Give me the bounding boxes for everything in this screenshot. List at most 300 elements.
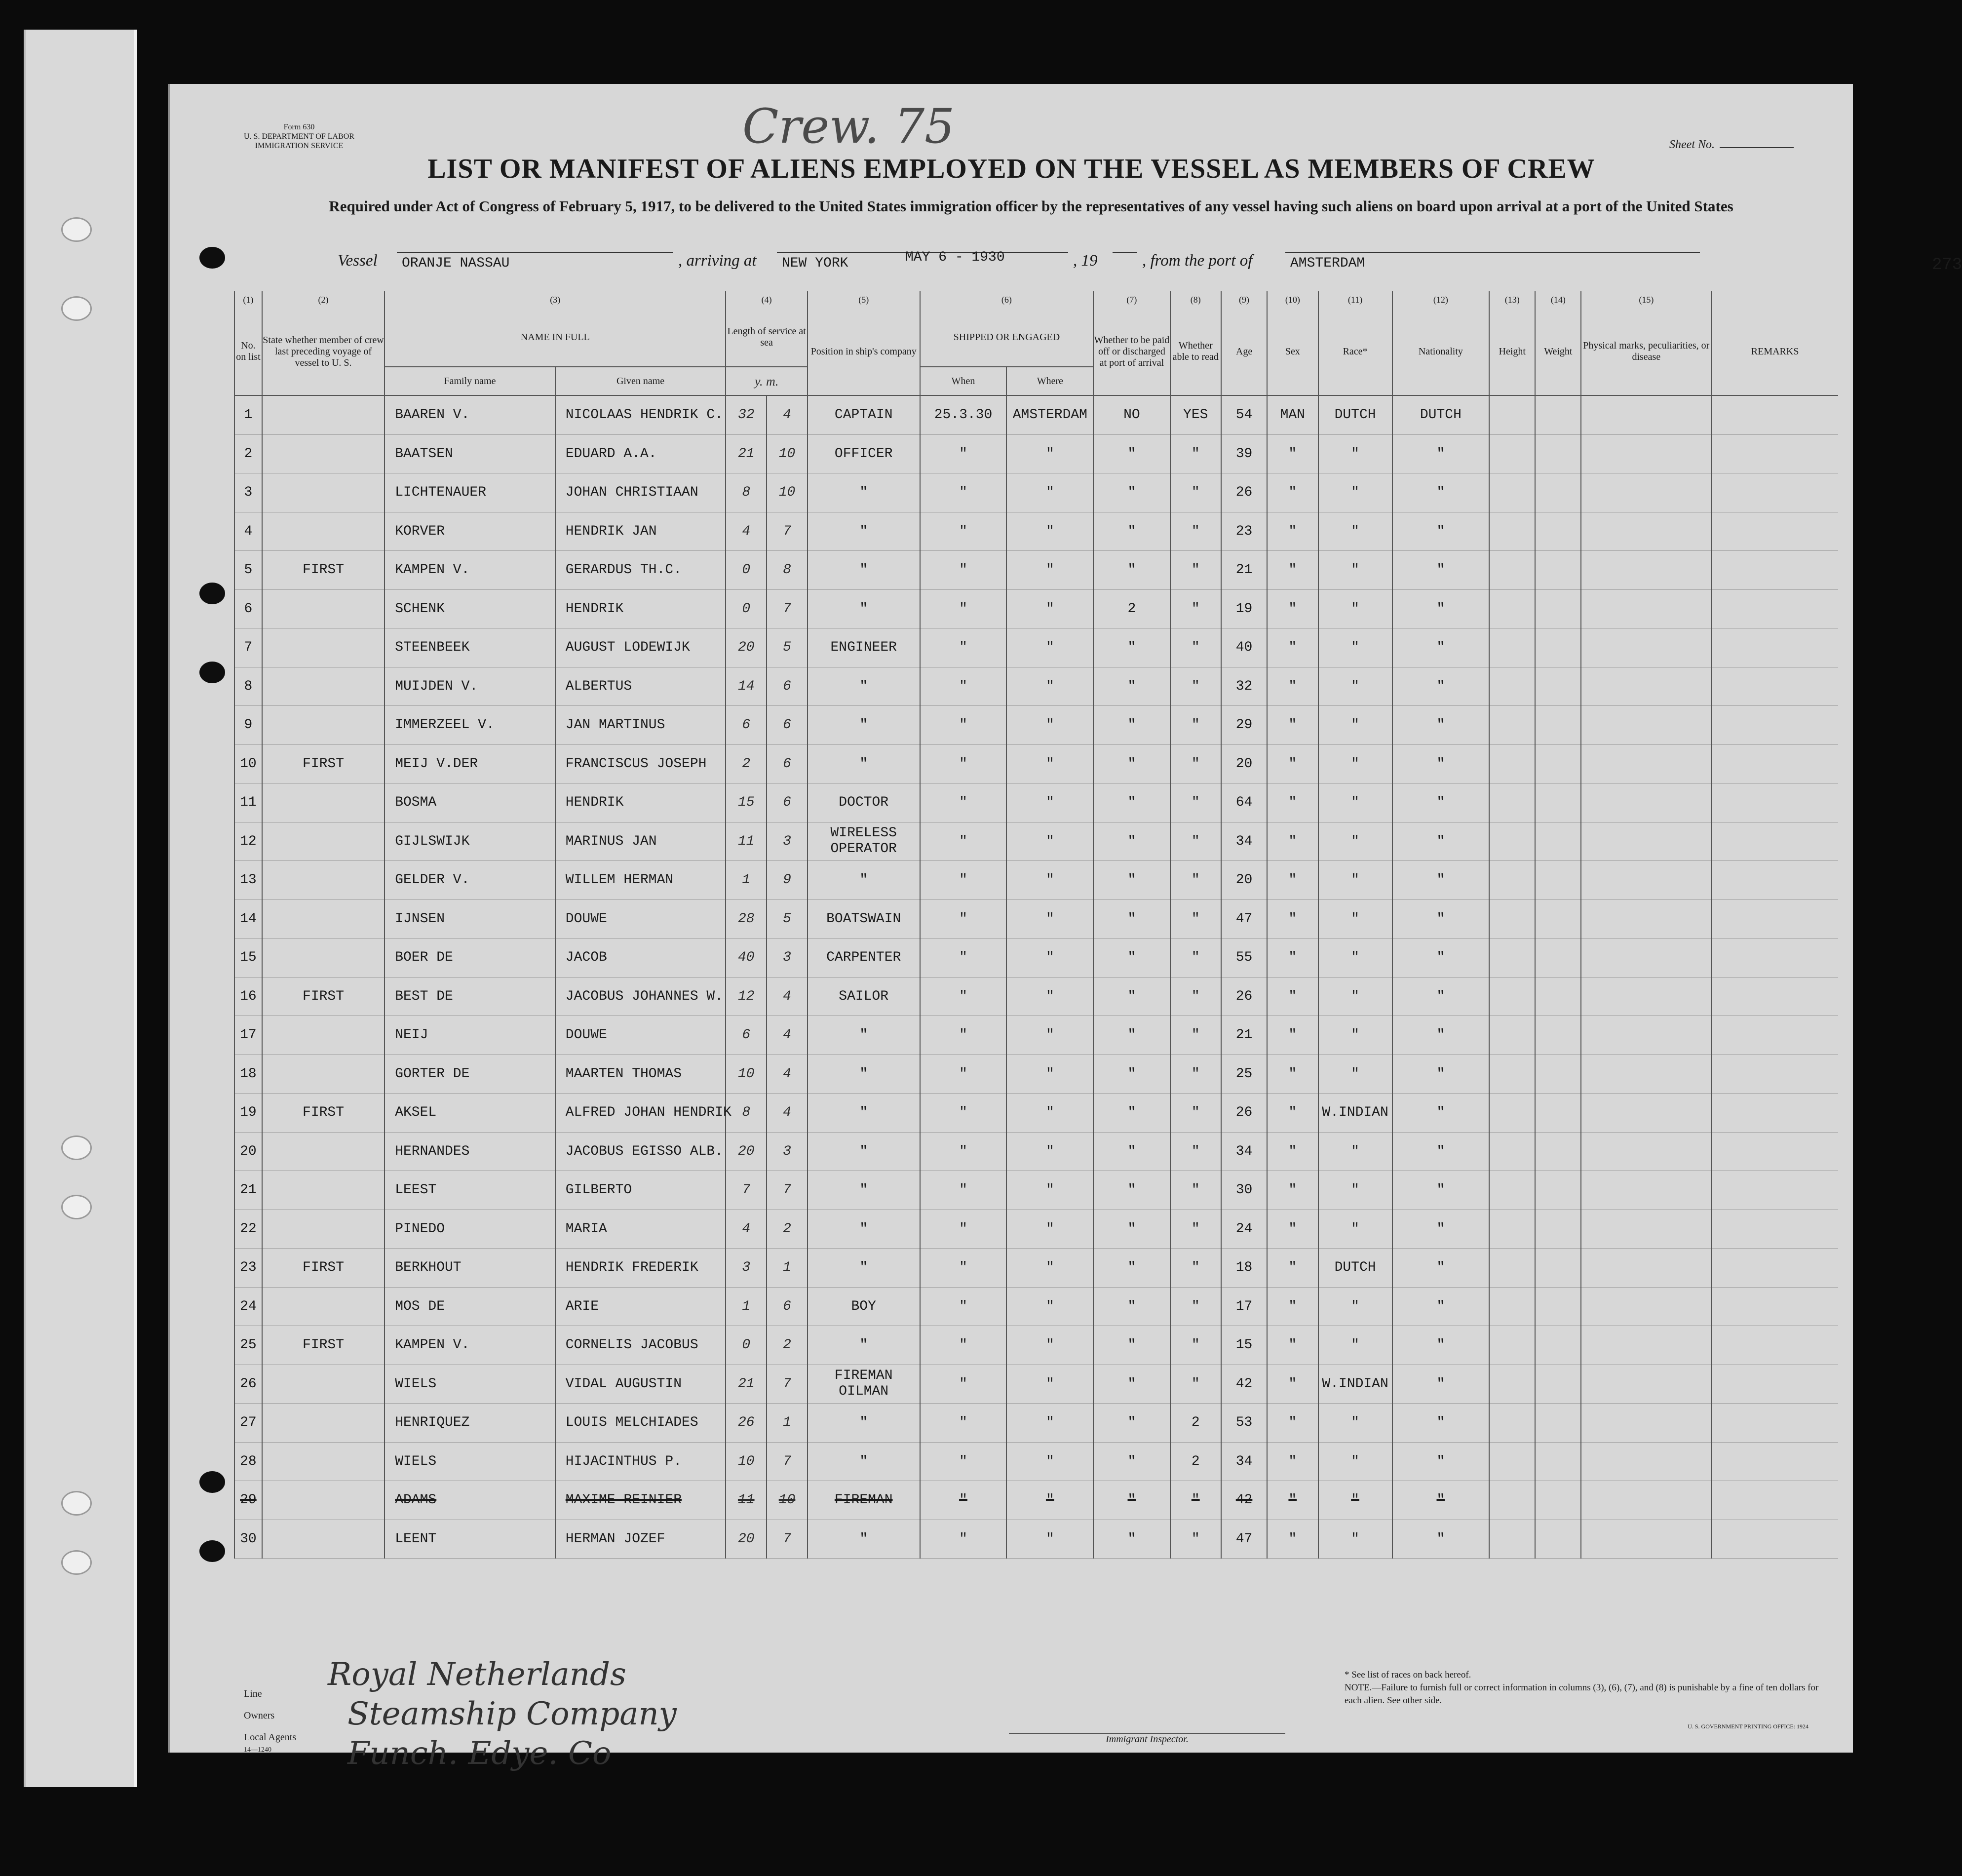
sex-cell: "	[1267, 1287, 1318, 1326]
nationality-cell: "	[1392, 1055, 1490, 1094]
given-name-cell: HENDRIK FREDERIK	[555, 1249, 726, 1288]
service-months-cell: 7	[767, 1171, 808, 1210]
row-number: 24	[234, 1287, 262, 1326]
shipped-where-cell: "	[1006, 1365, 1093, 1404]
row-number: 10	[234, 744, 262, 783]
sex-cell: "	[1267, 822, 1318, 861]
shipped-where-cell: "	[1006, 628, 1093, 667]
service-months-cell: 4	[767, 977, 808, 1016]
nationality-cell: "	[1392, 1326, 1490, 1365]
weight-cell	[1535, 667, 1581, 706]
header-physical-marks: Physical marks, peculiarities, or disease	[1581, 308, 1711, 395]
binding-hole	[61, 217, 92, 242]
shipped-where-cell: "	[1006, 1171, 1093, 1210]
weight-cell	[1535, 706, 1581, 745]
header-paid-off: Whether to be paid off or discharged at port of arrival	[1093, 308, 1170, 395]
shipped-where-cell: "	[1006, 1404, 1093, 1443]
shipped-when-cell: "	[920, 1404, 1007, 1443]
height-cell	[1489, 512, 1535, 551]
last-voyage-cell	[262, 1055, 385, 1094]
weight-cell	[1535, 589, 1581, 628]
owners-label: Owners	[244, 1710, 275, 1721]
sex-cell: "	[1267, 1520, 1318, 1559]
age-cell: 21	[1221, 1016, 1267, 1055]
header-name: NAME IN FULL	[385, 308, 726, 367]
family-name-cell: MOS DE	[385, 1287, 555, 1326]
sex-cell: MAN	[1267, 395, 1318, 434]
physical-marks-cell	[1581, 1094, 1711, 1133]
able-read-cell: "	[1170, 667, 1221, 706]
remarks-cell	[1711, 1520, 1838, 1559]
last-voyage-cell	[262, 1171, 385, 1210]
nationality-cell: "	[1392, 822, 1490, 861]
weight-cell	[1535, 395, 1581, 434]
service-years-cell: 15	[726, 783, 767, 822]
nationality-cell: "	[1392, 744, 1490, 783]
height-cell	[1489, 1287, 1535, 1326]
weight-cell	[1535, 628, 1581, 667]
age-cell: 17	[1221, 1287, 1267, 1326]
row-number: 3	[234, 473, 262, 512]
able-read-cell: "	[1170, 1287, 1221, 1326]
last-voyage-cell	[262, 899, 385, 938]
given-name-cell: GERARDUS TH.C.	[555, 551, 726, 590]
position-cell: CARPENTER	[808, 938, 920, 977]
sex-cell: "	[1267, 1210, 1318, 1249]
header-service: Length of service at sea	[726, 308, 808, 367]
nationality-cell: "	[1392, 1210, 1490, 1249]
paid-off-cell: "	[1093, 1055, 1170, 1094]
able-read-cell: "	[1170, 744, 1221, 783]
height-cell	[1489, 1442, 1535, 1481]
sex-cell: "	[1267, 667, 1318, 706]
physical-marks-cell	[1581, 512, 1711, 551]
given-name-cell: VIDAL AUGUSTIN	[555, 1365, 726, 1404]
able-read-cell: "	[1170, 861, 1221, 900]
nationality-cell: "	[1392, 861, 1490, 900]
table-row	[234, 1326, 1838, 1365]
physical-marks-cell	[1581, 1132, 1711, 1171]
remarks-cell	[1711, 783, 1838, 822]
row-number: 4	[234, 512, 262, 551]
paid-off-cell: "	[1093, 783, 1170, 822]
physical-marks-cell	[1581, 861, 1711, 900]
vessel-label: Vessel	[338, 252, 378, 270]
height-cell	[1489, 434, 1535, 473]
weight-cell	[1535, 1016, 1581, 1055]
paid-off-cell: "	[1093, 938, 1170, 977]
height-cell	[1489, 1171, 1535, 1210]
race-cell: "	[1318, 861, 1392, 900]
given-name-cell: NICOLAAS HENDRIK C.	[555, 395, 726, 434]
age-cell: 47	[1221, 899, 1267, 938]
race-cell: "	[1318, 1210, 1392, 1249]
table-row	[234, 512, 1838, 551]
service-years-cell: 0	[726, 589, 767, 628]
col-num: (4)	[726, 291, 808, 308]
able-read-cell: "	[1170, 706, 1221, 745]
sex-cell: "	[1267, 1016, 1318, 1055]
height-cell	[1489, 628, 1535, 667]
sheet-number: Sheet No.	[1669, 138, 1794, 152]
service-years-cell: 3	[726, 1249, 767, 1288]
physical-marks-cell	[1581, 628, 1711, 667]
line-signature: Royal Netherlands	[328, 1656, 626, 1693]
service-months-cell: 5	[767, 899, 808, 938]
sex-cell: "	[1267, 899, 1318, 938]
table-row	[234, 938, 1838, 977]
shipped-when-cell: "	[920, 706, 1007, 745]
shipped-where-cell: "	[1006, 938, 1093, 977]
remarks-cell	[1711, 1094, 1838, 1133]
table-row	[234, 551, 1838, 590]
last-voyage-cell	[262, 667, 385, 706]
header-height: Height	[1489, 308, 1535, 395]
table-row	[234, 977, 1838, 1016]
age-cell: 15	[1221, 1326, 1267, 1365]
height-cell	[1489, 706, 1535, 745]
header-weight: Weight	[1535, 308, 1581, 395]
shipped-when-cell: "	[920, 628, 1007, 667]
last-voyage-cell: FIRST	[262, 1094, 385, 1133]
remarks-cell	[1711, 861, 1838, 900]
given-name-cell: MARIA	[555, 1210, 726, 1249]
remarks-cell	[1711, 1132, 1838, 1171]
service-months-cell: 7	[767, 1520, 808, 1559]
physical-marks-cell	[1581, 1287, 1711, 1326]
remarks-cell	[1711, 899, 1838, 938]
race-cell: "	[1318, 589, 1392, 628]
nationality-cell: "	[1392, 1132, 1490, 1171]
age-cell: 20	[1221, 744, 1267, 783]
nationality-cell: "	[1392, 667, 1490, 706]
row-number: 28	[234, 1442, 262, 1481]
last-voyage-cell	[262, 706, 385, 745]
family-name-cell: MUIJDEN V.	[385, 667, 555, 706]
race-cell: "	[1318, 1442, 1392, 1481]
remarks-cell	[1711, 1171, 1838, 1210]
family-name-cell: STEENBEEK	[385, 628, 555, 667]
service-months-cell: 10	[767, 473, 808, 512]
position-cell: SAILOR	[808, 977, 920, 1016]
nationality-cell: "	[1392, 473, 1490, 512]
able-read-cell: "	[1170, 551, 1221, 590]
shipped-when-cell: "	[920, 473, 1007, 512]
line-label: Line	[244, 1688, 262, 1699]
row-number: 26	[234, 1365, 262, 1404]
able-read-cell: "	[1170, 1365, 1221, 1404]
service-months-cell: 6	[767, 783, 808, 822]
given-name-cell: ALFRED JOHAN HENDRIK	[555, 1094, 726, 1133]
paid-off-cell: "	[1093, 822, 1170, 861]
given-name-cell: JACOBUS JOHANNES W.	[555, 977, 726, 1016]
weight-cell	[1535, 977, 1581, 1016]
age-cell: 42	[1221, 1481, 1267, 1520]
given-name-cell: JACOBUS EGISSO ALB.	[555, 1132, 726, 1171]
page-subtitle: Required under Act of Congress of February 5, 1917, to be delivered to the United States immigration officer by the representatives of any vessel having such aliens on board upon arrival at a port of the United States	[329, 197, 1733, 215]
nationality-cell: "	[1392, 1442, 1490, 1481]
paid-off-cell: "	[1093, 628, 1170, 667]
race-cell: "	[1318, 1520, 1392, 1559]
race-cell: "	[1318, 744, 1392, 783]
row-number: 17	[234, 1016, 262, 1055]
shipped-when-cell: "	[920, 1016, 1007, 1055]
service-years-cell: 32	[726, 395, 767, 434]
remarks-cell	[1711, 628, 1838, 667]
service-years-cell: 20	[726, 628, 767, 667]
physical-marks-cell	[1581, 1055, 1711, 1094]
table-row	[234, 1210, 1838, 1249]
age-cell: 24	[1221, 1210, 1267, 1249]
able-read-cell: "	[1170, 1055, 1221, 1094]
table-row	[234, 1171, 1838, 1210]
physical-marks-cell	[1581, 744, 1711, 783]
age-cell: 23	[1221, 512, 1267, 551]
able-read-cell: "	[1170, 977, 1221, 1016]
last-voyage-cell	[262, 434, 385, 473]
service-months-cell: 10	[767, 1481, 808, 1520]
age-cell: 19	[1221, 589, 1267, 628]
nationality-cell: "	[1392, 938, 1490, 977]
physical-marks-cell	[1581, 706, 1711, 745]
row-number: 20	[234, 1132, 262, 1171]
service-years-cell: 4	[726, 512, 767, 551]
height-cell	[1489, 1520, 1535, 1559]
last-voyage-cell	[262, 938, 385, 977]
service-months-cell: 7	[767, 512, 808, 551]
sex-cell: "	[1267, 1481, 1318, 1520]
punch-hole	[199, 662, 225, 683]
row-number: 8	[234, 667, 262, 706]
sex-cell: "	[1267, 1132, 1318, 1171]
physical-marks-cell	[1581, 1520, 1711, 1559]
given-name-cell: CORNELIS JACOBUS	[555, 1326, 726, 1365]
service-months-cell: 7	[767, 589, 808, 628]
given-name-cell: HENDRIK	[555, 783, 726, 822]
race-cell: "	[1318, 822, 1392, 861]
sex-cell: "	[1267, 744, 1318, 783]
service-months-cell: 2	[767, 1210, 808, 1249]
remarks-cell	[1711, 1365, 1838, 1404]
service-years-cell: 11	[726, 1481, 767, 1520]
position-cell: ENGINEER	[808, 628, 920, 667]
shipped-where-cell: "	[1006, 1287, 1093, 1326]
table-row	[234, 1094, 1838, 1133]
row-number: 29	[234, 1481, 262, 1520]
nationality-cell: "	[1392, 1287, 1490, 1326]
able-read-cell: "	[1170, 1249, 1221, 1288]
vessel-line	[338, 250, 1962, 276]
last-voyage-cell	[262, 861, 385, 900]
paid-off-cell: "	[1093, 1404, 1170, 1443]
sex-cell: "	[1267, 434, 1318, 473]
header-race: Race*	[1318, 308, 1392, 395]
shipped-when-cell: "	[920, 1442, 1007, 1481]
race-cell: "	[1318, 1132, 1392, 1171]
physical-marks-cell	[1581, 395, 1711, 434]
sex-cell: "	[1267, 1442, 1318, 1481]
service-years-cell: 28	[726, 899, 767, 938]
able-read-cell: "	[1170, 1326, 1221, 1365]
last-voyage-cell: FIRST	[262, 551, 385, 590]
row-number: 15	[234, 938, 262, 977]
weight-cell	[1535, 1404, 1581, 1443]
position-cell: FIREMAN	[808, 1481, 920, 1520]
table-row	[234, 1404, 1838, 1443]
sex-cell: "	[1267, 628, 1318, 667]
vessel-name: ORANJE NASSAU	[402, 256, 510, 271]
physical-marks-cell	[1581, 783, 1711, 822]
position-cell: "	[808, 473, 920, 512]
service-months-cell: 4	[767, 1094, 808, 1133]
position-cell: "	[808, 551, 920, 590]
family-name-cell: NEIJ	[385, 1016, 555, 1055]
race-cell: "	[1318, 899, 1392, 938]
last-voyage-cell	[262, 512, 385, 551]
position-cell: "	[808, 1326, 920, 1365]
service-years-cell: 7	[726, 1171, 767, 1210]
height-cell	[1489, 1094, 1535, 1133]
given-name-cell: WILLEM HERMAN	[555, 861, 726, 900]
weight-cell	[1535, 822, 1581, 861]
nationality-cell: "	[1392, 1249, 1490, 1288]
physical-marks-cell	[1581, 667, 1711, 706]
position-cell: "	[808, 512, 920, 551]
remarks-cell	[1711, 706, 1838, 745]
race-cell: "	[1318, 706, 1392, 745]
paid-off-cell: "	[1093, 1520, 1170, 1559]
shipped-where-cell: "	[1006, 706, 1093, 745]
row-number: 2	[234, 434, 262, 473]
remarks-cell	[1711, 1481, 1838, 1520]
shipped-when-cell: "	[920, 1481, 1007, 1520]
manifest-page	[168, 84, 1962, 1772]
shipped-where-cell: "	[1006, 589, 1093, 628]
shipped-when-cell: "	[920, 1132, 1007, 1171]
crew-table	[234, 291, 1838, 1559]
height-cell	[1489, 977, 1535, 1016]
height-cell	[1489, 899, 1535, 938]
physical-marks-cell	[1581, 1326, 1711, 1365]
table-row	[234, 434, 1838, 473]
age-cell: 29	[1221, 706, 1267, 745]
printer-imprint: U. S. GOVERNMENT PRINTING OFFICE: 1924	[1688, 1723, 1808, 1730]
service-months-cell: 3	[767, 938, 808, 977]
col-num: (15)	[1581, 291, 1711, 308]
able-read-cell: "	[1170, 822, 1221, 861]
weight-cell	[1535, 1326, 1581, 1365]
remarks-cell	[1711, 512, 1838, 551]
shipped-where-cell: "	[1006, 899, 1093, 938]
last-voyage-cell	[262, 1365, 385, 1404]
col-num: (10)	[1267, 291, 1318, 308]
given-name-cell: LOUIS MELCHIADES	[555, 1404, 726, 1443]
family-name-cell: LEENT	[385, 1520, 555, 1559]
col-num: (5)	[808, 291, 920, 308]
age-cell: 21	[1221, 551, 1267, 590]
paid-off-cell: "	[1093, 1287, 1170, 1326]
shipped-when-cell: "	[920, 1210, 1007, 1249]
header-shipped: SHIPPED OR ENGAGED	[920, 308, 1094, 367]
service-years-cell: 4	[726, 1210, 767, 1249]
shipped-where-cell: "	[1006, 1520, 1093, 1559]
remarks-cell	[1711, 1016, 1838, 1055]
remarks-cell	[1711, 744, 1838, 783]
age-cell: 18	[1221, 1249, 1267, 1288]
col-num: (7)	[1093, 291, 1170, 308]
paid-off-cell: "	[1093, 434, 1170, 473]
family-name-cell: BOSMA	[385, 783, 555, 822]
table-row	[234, 1287, 1838, 1326]
service-months-cell: 4	[767, 1055, 808, 1094]
position-cell: "	[808, 1171, 920, 1210]
last-voyage-cell	[262, 395, 385, 434]
remarks-cell	[1711, 434, 1838, 473]
table-row	[234, 1249, 1838, 1288]
row-number: 13	[234, 861, 262, 900]
nationality-cell: "	[1392, 1094, 1490, 1133]
sex-cell: "	[1267, 473, 1318, 512]
service-years-cell: 1	[726, 1287, 767, 1326]
shipped-where-cell: AMSTERDAM	[1006, 395, 1093, 434]
physical-marks-cell	[1581, 938, 1711, 977]
last-voyage-cell	[262, 1442, 385, 1481]
table-row	[234, 395, 1838, 434]
family-name-cell: BEST DE	[385, 977, 555, 1016]
given-name-cell: MARINUS JAN	[555, 822, 726, 861]
age-cell: 26	[1221, 977, 1267, 1016]
table-row	[234, 589, 1838, 628]
row-number: 1	[234, 395, 262, 434]
given-name-cell: DOUWE	[555, 1016, 726, 1055]
header-age: Age	[1221, 308, 1267, 395]
given-name-cell: HERMAN JOZEF	[555, 1520, 726, 1559]
shipped-when-cell: "	[920, 822, 1007, 861]
remarks-cell	[1711, 1055, 1838, 1094]
remarks-cell	[1711, 551, 1838, 590]
header-service-units: y. m.	[726, 367, 808, 395]
service-months-cell: 1	[767, 1249, 808, 1288]
physical-marks-cell	[1581, 1404, 1711, 1443]
position-cell: "	[808, 1055, 920, 1094]
shipped-when-cell: "	[920, 1249, 1007, 1288]
nationality-cell: "	[1392, 706, 1490, 745]
height-cell	[1489, 1210, 1535, 1249]
race-cell: "	[1318, 938, 1392, 977]
given-name-cell: JOHAN CHRISTIAAN	[555, 473, 726, 512]
handwritten-crew-note: Crew. 75	[742, 99, 955, 154]
race-cell: W.INDIAN	[1318, 1094, 1392, 1133]
row-number: 22	[234, 1210, 262, 1249]
sex-cell: "	[1267, 1171, 1318, 1210]
age-cell: 34	[1221, 822, 1267, 861]
service-years-cell: 14	[726, 667, 767, 706]
footer-labels	[244, 1688, 296, 1754]
shipped-when-cell: "	[920, 1171, 1007, 1210]
agents-signature: Funch. Edye. Co	[347, 1735, 612, 1772]
last-voyage-cell	[262, 473, 385, 512]
row-number: 21	[234, 1171, 262, 1210]
shipped-where-cell: "	[1006, 667, 1093, 706]
race-cell: DUTCH	[1318, 1249, 1392, 1288]
nationality-cell: "	[1392, 1171, 1490, 1210]
family-name-cell: KAMPEN V.	[385, 551, 555, 590]
age-cell: 40	[1221, 628, 1267, 667]
binding-hole	[61, 1195, 92, 1219]
age-cell: 34	[1221, 1442, 1267, 1481]
given-name-cell: AUGUST LODEWIJK	[555, 628, 726, 667]
position-cell: "	[808, 589, 920, 628]
